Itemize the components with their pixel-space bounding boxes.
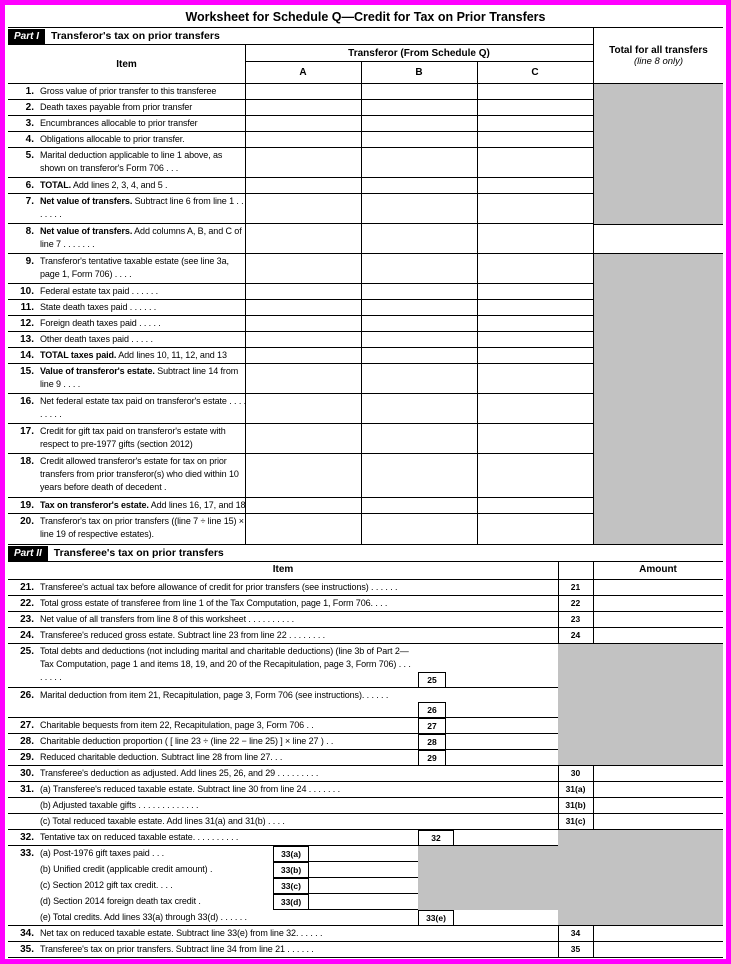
entry-cell-c[interactable]	[478, 178, 593, 193]
row-text: Charitable deduction proportion ( [ line 23 ÷ (line 22 − line 25) ] × line 27 ) . .	[40, 736, 334, 746]
total-header-italic: (line 8 only)	[633, 55, 684, 67]
entry-cell-b[interactable]	[362, 394, 477, 423]
entry-cell-c[interactable]	[478, 514, 593, 543]
amount-column-header: Amount	[639, 564, 677, 575]
entry-cell-c[interactable]	[478, 348, 593, 363]
row-text: Net value of transfers. Subtract line 6 from line 1 . . . . . . .	[40, 196, 244, 219]
grid-line	[361, 62, 362, 83]
line-ref: 30	[570, 768, 581, 778]
row-text: Federal estate tax paid . . . . . .	[40, 286, 159, 296]
row-number: 5.	[25, 150, 34, 161]
entry-cell-a[interactable]	[246, 454, 361, 497]
sub-entry-cell[interactable]	[446, 672, 558, 687]
sub-entry-cell[interactable]	[454, 910, 558, 925]
line-ref-box: 33(d)	[273, 894, 309, 910]
line-ref-box: 33(e)	[418, 910, 454, 926]
row-number: 16.	[20, 396, 34, 407]
row-number: 13.	[20, 334, 34, 345]
column-c-header: C	[531, 67, 539, 78]
part1-table	[8, 84, 723, 544]
entry-cell-a[interactable]	[246, 348, 361, 363]
row-text: (a) Post-1976 gift taxes paid . . .	[40, 848, 165, 858]
entry-cell-c[interactable]	[478, 498, 593, 513]
row-divider	[8, 829, 723, 830]
grid-line	[558, 562, 559, 579]
row-text: Death taxes payable from prior transfer	[40, 102, 193, 112]
part1-label: Part I	[8, 29, 45, 44]
row-number: 7.	[25, 196, 34, 207]
entry-cell-b[interactable]	[362, 454, 477, 497]
entry-cell-a[interactable]	[246, 300, 361, 315]
row-text: Gross value of prior transfer to this transferee	[40, 86, 217, 96]
amount-entry-cell[interactable]	[594, 628, 723, 643]
amount-entry-cell[interactable]	[594, 814, 723, 829]
row-number: 24.	[20, 630, 34, 641]
amount-entry-cell[interactable]	[594, 942, 723, 957]
transferor-group-header: Transferor (From Schedule Q)	[245, 45, 593, 62]
entry-cell-a[interactable]	[246, 194, 361, 223]
row-text: (b) Unified credit (applicable credit amount) .	[40, 864, 213, 874]
entry-cell-c[interactable]	[478, 364, 593, 393]
row-number: 35.	[20, 944, 34, 955]
entry-cell-b[interactable]	[362, 498, 477, 513]
row-number: 17.	[20, 426, 34, 437]
total-header-bold: Total for all transfers	[609, 44, 708, 56]
row-number: 3.	[25, 118, 34, 129]
row-text: Value of transferor's estate. Subtract line 14 from line 9 . . . .	[40, 366, 239, 389]
row-text: Transferee's reduced gross estate. Subtract line 23 from line 22 . . . . . . . .	[40, 630, 326, 640]
row-number: 30.	[20, 768, 34, 779]
grid-line	[245, 45, 246, 83]
entry-cell-b[interactable]	[362, 178, 477, 193]
row-text: Total debts and deductions (not including marital and charitable deductions) (line 3b of Part 2—Tax Computation, page 1 and items 18, 19, and 20 of the Recapitulation, page 3, Form 706) . . . . . . . .	[40, 646, 411, 682]
line-ref-box: 26	[418, 702, 446, 718]
row-text: TOTAL. Add lines 2, 3, 4, and 5 .	[40, 180, 168, 190]
row-number: 20.	[20, 516, 34, 527]
row-number: 11.	[20, 302, 34, 313]
row-number: 33.	[20, 848, 34, 859]
amount-entry-cell[interactable]	[594, 596, 723, 611]
amount-entry-cell[interactable]	[594, 782, 723, 797]
entry-cell-b[interactable]	[362, 194, 477, 223]
row-text: Net value of all transfers from line 8 of this worksheet . . . . . . . . . .	[40, 614, 295, 624]
row-number: 1.	[25, 86, 34, 97]
amount-entry-cell[interactable]	[594, 612, 723, 627]
line8-total-entry-cell[interactable]	[594, 224, 723, 254]
shaded-cell	[418, 846, 723, 910]
entry-cell-a[interactable]	[246, 498, 361, 513]
row-divider	[8, 957, 723, 958]
row-text: Net tax on reduced taxable estate. Subtract line 33(e) from line 32. . . . . .	[40, 928, 323, 938]
row-number: 32.	[20, 832, 34, 843]
row-number: 21.	[20, 582, 34, 593]
entry-cell-a[interactable]	[246, 316, 361, 331]
row-text: (c) Total reduced taxable estate. Add lines 31(a) and 31(b) . . . .	[40, 816, 285, 826]
entry-cell-b[interactable]	[362, 100, 477, 115]
entry-cell-b[interactable]	[362, 316, 477, 331]
entry-cell-b[interactable]	[362, 300, 477, 315]
entry-cell-b[interactable]	[362, 224, 477, 253]
row-text: (a) Transferee's reduced taxable estate. Subtract line 30 from line 24 . . . . . . .	[40, 784, 340, 794]
row-divider	[8, 643, 723, 644]
sub-entry-cell[interactable]	[446, 734, 558, 749]
entry-cell-a[interactable]	[246, 364, 361, 393]
line-ref: 24	[570, 630, 581, 640]
row-number: 15.	[20, 366, 34, 377]
grid-line	[477, 62, 478, 83]
row-number: 26.	[20, 690, 34, 701]
entry-cell-b[interactable]	[362, 514, 477, 543]
row-text: Other death taxes paid . . . . .	[40, 334, 153, 344]
entry-cell-c[interactable]	[478, 194, 593, 223]
entry-cell-a[interactable]	[246, 132, 361, 147]
line-ref: 31(c)	[565, 816, 586, 826]
entry-cell-a[interactable]	[246, 100, 361, 115]
row-text: Net value of transfers. Add columns A, B, and C of line 7 . . . . . . .	[40, 226, 242, 249]
line-ref: 35	[570, 944, 581, 954]
form-title: Worksheet for Schedule Q—Credit for Tax on Prior Transfers	[8, 8, 723, 28]
grid-line	[593, 562, 594, 579]
row-text: Net federal estate tax paid on transferor's estate . . . . . . . . .	[40, 396, 247, 419]
entry-cell-b[interactable]	[362, 332, 477, 347]
part2-heading: Transferee's tax on prior transfers	[53, 547, 224, 559]
entry-cell-b[interactable]	[362, 116, 477, 131]
entry-cell-b[interactable]	[362, 254, 477, 283]
entry-cell-c[interactable]	[478, 84, 593, 99]
line-ref: 21	[570, 582, 581, 592]
row-text: Transferor's tax on prior transfers ((line 7 ÷ line 15) × line 19 of respective estates).	[40, 516, 244, 539]
row-text: (b) Adjusted taxable gifts . . . . . . . . . . . . .	[40, 800, 199, 810]
item-column-header: Item	[272, 564, 294, 575]
entry-cell-a[interactable]	[246, 116, 361, 131]
row-number: 31.	[20, 784, 34, 795]
entry-cell-c[interactable]	[478, 100, 593, 115]
part2-header	[8, 562, 723, 580]
line-ref-box: 27	[418, 718, 446, 734]
row-text: Reduced charitable deduction. Subtract line 28 from line 27. . .	[40, 752, 283, 762]
line-ref-box: 28	[418, 734, 446, 750]
line-ref-box: 25	[418, 672, 446, 688]
sub-entry-cell[interactable]	[309, 862, 418, 878]
entry-cell-c[interactable]	[478, 332, 593, 347]
entry-cell-b[interactable]	[362, 424, 477, 453]
part1-bar	[8, 28, 593, 45]
sub-entry-cell[interactable]	[309, 846, 418, 862]
entry-cell-a[interactable]	[246, 224, 361, 253]
entry-cell-c[interactable]	[478, 224, 593, 253]
column-a-header: A	[299, 67, 307, 78]
row-text: Marital deduction applicable to line 1 above, as shown on transferor's Form 706 . . .	[40, 150, 223, 173]
part1-header	[8, 28, 723, 84]
row-text: (d) Section 2014 foreign death tax credit .	[40, 896, 201, 906]
amount-entry-cell[interactable]	[594, 798, 723, 813]
row-divider	[8, 687, 558, 688]
row-text: Transferor's tentative taxable estate (see line 3a, page 1, Form 706) . . . .	[40, 256, 229, 279]
item-column-header: Item	[116, 58, 137, 70]
row-number: 22.	[20, 598, 34, 609]
row-number: 25.	[20, 646, 34, 657]
entry-cell-b[interactable]	[362, 284, 477, 299]
shaded-total-cell	[594, 84, 723, 224]
entry-cell-c[interactable]	[478, 284, 593, 299]
row-text: Credit for gift tax paid on transferor's estate with respect to pre-1977 gifts (section 2012)	[40, 426, 226, 449]
part2-table	[8, 580, 723, 958]
amount-entry-cell[interactable]	[594, 580, 723, 595]
entry-cell-a[interactable]	[246, 178, 361, 193]
entry-cell-b[interactable]	[362, 348, 477, 363]
amount-entry-cell[interactable]	[594, 766, 723, 781]
row-text: Foreign death taxes paid . . . . .	[40, 318, 161, 328]
entry-cell-c[interactable]	[478, 316, 593, 331]
row-text: Total gross estate of transferee from line 1 of the Tax Computation, page 1, Form 706. . . .	[40, 598, 388, 608]
entry-cell-c[interactable]	[478, 394, 593, 423]
row-text: Transferee's deduction as adjusted. Add lines 25, 26, and 29 . . . . . . . . .	[40, 768, 319, 778]
row-number: 29.	[20, 752, 34, 763]
entry-cell-c[interactable]	[478, 148, 593, 177]
row-text: Tentative tax on reduced taxable estate. . . . . . . . . .	[40, 832, 239, 842]
total-column-header	[593, 28, 723, 83]
row-number: 27.	[20, 720, 34, 731]
row-number: 10.	[20, 286, 34, 297]
row-number: 14.	[20, 350, 34, 361]
row-number: 2.	[25, 102, 34, 113]
entry-cell-a[interactable]	[246, 394, 361, 423]
row-text: TOTAL taxes paid. Add lines 10, 11, 12, and 13	[40, 350, 227, 360]
entry-cell-b[interactable]	[362, 148, 477, 177]
row-number: 18.	[20, 456, 34, 467]
entry-cell-c[interactable]	[478, 300, 593, 315]
sub-entry-cell[interactable]	[309, 878, 418, 894]
row-text: Encumbrances allocable to prior transfer	[40, 118, 198, 128]
line-ref: 31(a)	[565, 784, 586, 794]
row-text: Credit allowed transferor's estate for tax on prior transfers from prior transferor(s) who died within 10 years before death of decedent .	[40, 456, 239, 492]
line-ref-box: 33(c)	[273, 878, 309, 894]
entry-cell-a[interactable]	[246, 148, 361, 177]
row-number: 8.	[25, 226, 34, 237]
entry-cell-b[interactable]	[362, 84, 477, 99]
row-number: 19.	[20, 500, 34, 511]
entry-cell-b[interactable]	[362, 364, 477, 393]
sub-entry-cell[interactable]	[454, 830, 558, 845]
entry-cell-a[interactable]	[246, 84, 361, 99]
row-text: Marital deduction from item 21, Recapitulation, page 3, Form 706 (see instructions). . . . . .	[40, 690, 389, 700]
row-text: Obligations allocable to prior transfer.	[40, 134, 185, 144]
shaded-cell	[558, 644, 723, 766]
entry-cell-c[interactable]	[478, 254, 593, 283]
shaded-total-cell	[594, 254, 723, 544]
part2-label: Part II	[8, 546, 48, 561]
line-ref-box: 32	[418, 830, 454, 846]
bottom-rule	[8, 960, 723, 961]
row-number: 34.	[20, 928, 34, 939]
row-number: 9.	[25, 256, 34, 267]
entry-cell-b[interactable]	[362, 132, 477, 147]
row-text: Transferee's tax on prior transfers. Subtract line 34 from line 21 . . . . . .	[40, 944, 314, 954]
row-number: 6.	[25, 180, 34, 191]
row-text: State death taxes paid . . . . . .	[40, 302, 157, 312]
column-b-header: B	[415, 67, 423, 78]
row-number: 28.	[20, 736, 34, 747]
sub-entry-cell[interactable]	[446, 718, 558, 733]
entry-cell-c[interactable]	[478, 132, 593, 147]
row-number: 12.	[20, 318, 34, 329]
line-ref-box: 33(b)	[273, 862, 309, 878]
row-text: Charitable bequests from item 22, Recapitulation, page 3, Form 706 . .	[40, 720, 314, 730]
sub-entry-cell[interactable]	[446, 750, 558, 765]
amount-entry-cell[interactable]	[594, 926, 723, 941]
entry-cell-c[interactable]	[478, 424, 593, 453]
entry-cell-c[interactable]	[478, 454, 593, 497]
line-ref: 23	[570, 614, 581, 624]
part1-heading: Transferor's tax on prior transfers	[51, 30, 220, 42]
part2-bar	[8, 544, 723, 562]
line-ref-box: 29	[418, 750, 446, 766]
row-number: 23.	[20, 614, 34, 625]
line-ref-box: 33(a)	[273, 846, 309, 862]
line-ref: 22	[570, 598, 581, 608]
entry-cell-a[interactable]	[246, 254, 361, 283]
entry-cell-a[interactable]	[246, 284, 361, 299]
row-text: Transferee's actual tax before allowance of credit for prior transfers (see instructions) . . . . . .	[40, 582, 398, 592]
entry-cell-c[interactable]	[478, 116, 593, 131]
row-text: (e) Total credits. Add lines 33(a) through 33(d) . . . . . .	[40, 912, 247, 922]
row-text: Tax on transferor's estate. Add lines 16, 17, and 18	[40, 500, 246, 510]
entry-cell-a[interactable]	[246, 332, 361, 347]
row-text: (c) Section 2012 gift tax credit. . . .	[40, 880, 173, 890]
sub-entry-cell[interactable]	[446, 702, 558, 717]
line-ref: 34	[570, 928, 581, 938]
row-number: 4.	[25, 134, 34, 145]
entry-cell-a[interactable]	[246, 424, 361, 453]
sub-entry-cell[interactable]	[309, 894, 418, 910]
entry-cell-a[interactable]	[246, 514, 361, 543]
line-ref: 31(b)	[565, 800, 586, 810]
